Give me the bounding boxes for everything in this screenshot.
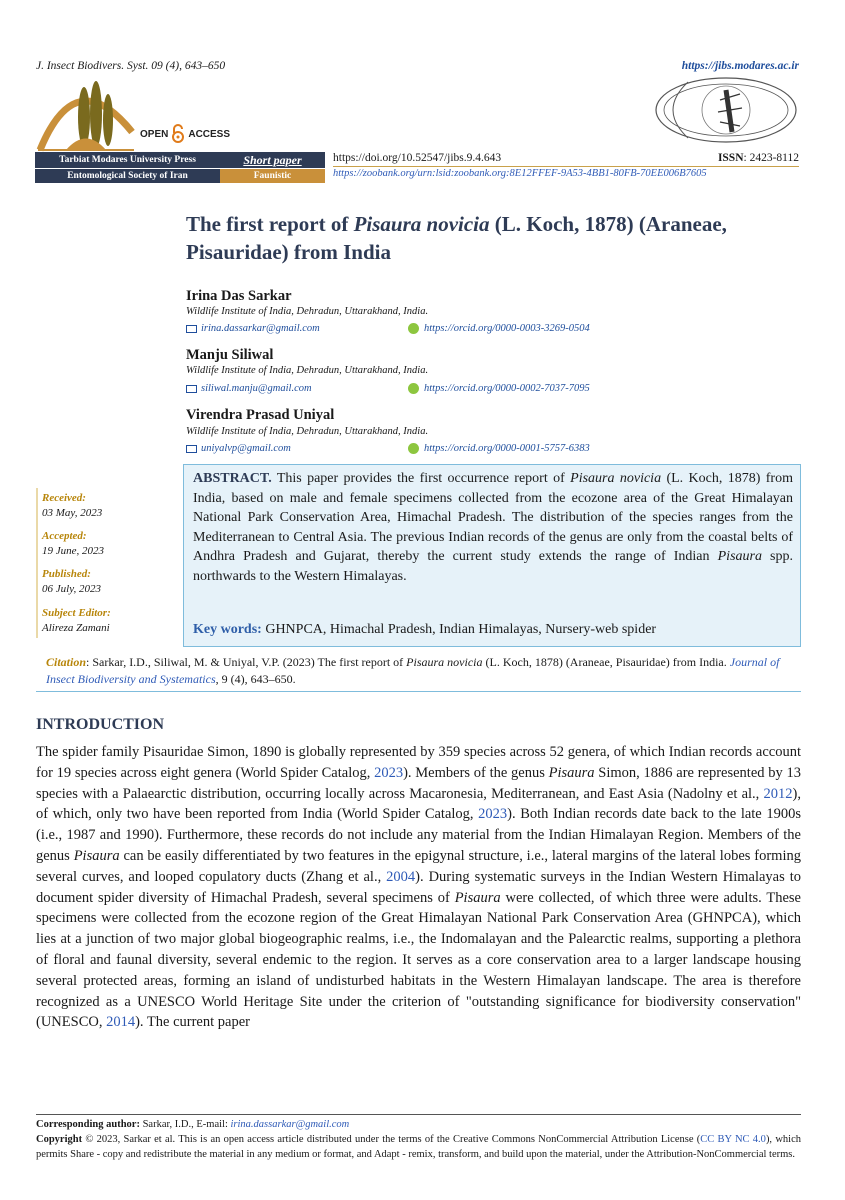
header-divider [333, 166, 799, 167]
open-access-badge: OPEN ACCESS [140, 124, 230, 144]
mail-icon [186, 445, 197, 453]
footnote: Corresponding author: Sarkar, I.D., E-mail: irina.dassarkar@gmail.com Copyright © 2023, Sarkar et al. This is an open access article distributed under the terms of the Creative Commons NonCommercial Attribution License (CC BY NC 4.0), which permits Share - copy and redistribute the material in any medium or format, and Adapt - remix, transform, and build upon the material, under the Attribution-NonCommercial terms. [36, 1119, 801, 1160]
author-name: Irina Das Sarkar [186, 288, 292, 304]
author-orcid[interactable]: https://orcid.org/0000-0003-3269-0504 [408, 323, 590, 334]
citation-link[interactable]: 2004 [386, 868, 416, 885]
author-email[interactable]: uniyalvp@gmail.com [186, 443, 291, 454]
citation-link[interactable]: 2023 [478, 806, 508, 823]
citation: Citation: Sarkar, I.D., Siliwal, M. & Uniyal, V.P. (2023) The first report of Pisaura novicia (L. Koch, 1878) (Araneae, Pisauridae) from India. Journal of Insect Biodiversity and Systematics, 9 (4), 643–650. [46, 655, 780, 686]
accepted-label: Accepted: [42, 530, 87, 542]
author-email[interactable]: irina.dassarkar@gmail.com [186, 323, 320, 334]
published-label: Published: [42, 568, 91, 580]
mail-icon [186, 385, 197, 393]
society-name: Entomological Society of Iran [35, 169, 220, 183]
mail-icon [186, 325, 197, 333]
footnote-divider [36, 1114, 801, 1115]
author-email[interactable]: siliwal.manju@gmail.com [186, 383, 312, 394]
journal-url-link[interactable]: https://jibs.modares.ac.ir [681, 60, 799, 72]
citation-link[interactable]: 2012 [763, 785, 793, 802]
received-date: 03 May, 2023 [42, 507, 103, 519]
author-orcid[interactable]: https://orcid.org/0000-0002-7037-7095 [408, 383, 590, 394]
paper-type-label: Short paper [220, 152, 325, 168]
license-link[interactable]: CC BY NC 4.0 [700, 1134, 766, 1145]
citation-link[interactable]: 2023 [374, 764, 404, 781]
accepted-date: 19 June, 2023 [42, 545, 105, 557]
paper-title: The first report of Pisaura novicia (L. Koch, 1878) (Araneae, Pisauridae) from India [186, 212, 727, 264]
received-label: Received: [42, 492, 86, 504]
author-affiliation: Wildlife Institute of India, Dehradun, Uttarakhand, India. [186, 426, 429, 437]
section-heading-introduction: INTRODUCTION [36, 716, 165, 733]
corresponding-email-link[interactable]: irina.dassarkar@gmail.com [230, 1119, 350, 1130]
orcid-icon [408, 383, 419, 394]
orcid-icon [408, 323, 419, 334]
abstract-text: ABSTRACT. This paper provides the first occurrence report of Pisaura novicia (L. Koch, 1878) from India, based on male and female specimens collected from the ecozone area of the Great Himalayan National Park Conservation Area, Himachal Pradesh. The distribution of the species ranges from the Mediterranean to Central Asia. The previous Indian records of the genus are only from the coastal belts of Andhra Pradesh and Gujarat, thereby the current study extends the range of Indian Pisaura spp. northwards to the Western Himalayas. [193, 471, 794, 584]
journal-eye-logo [648, 72, 798, 148]
issn: ISSN: 2423-8112 [717, 152, 799, 164]
header-bar-top [35, 152, 325, 168]
author-affiliation: Wildlife Institute of India, Dehradun, Uttarakhand, India. [186, 306, 429, 317]
subject-editor-name: Alireza Zamani [42, 622, 110, 634]
press-name: Tarbiat Modares University Press [35, 152, 220, 168]
keywords: Key words: GHNPCA, Himachal Pradesh, Indian Himalayas, Nursery-web spider [193, 622, 657, 637]
introduction-paragraph: The spider family Pisauridae Simon, 1890 is globally represented by 359 species across 52 genera, of which Indian records account for 19 species across eight genera (World Spider Catalog, 2023). Members of the genus Pisaura Simon, 1886 are represented by 13 species with a Palaearctic distribution, occurring locally across Macaronesia, Mediterranean, and East Asia (Nadolny et al., 2012), of which, only two have been reported from India (World Spider Catalog, 2023). Both Indian records date back to the late 1900s (i.e., 1987 and 1990). Furthermore, these records do not include any material from the Indian Himalayan Region. Members of the genus Pisaura can be easily differentiated by two features in the epigynal structure, i.e., lateral margins of the lateral lobes forming several curves, and looped copulatory ducts (Zhang et al., 2004). During systematic surveys in the Indian Western Himalayas to document spider diversity of Himachal Pradesh, several specimens of Pisaura were collected, of which three were adults. These specimens were collected from the ecozone region of the Great Himalayan National Park Conservation Area (GHNPCA), which lies at a junction of two major global biogeographic realms, i.e., the Indomalayan and the Palearctic realms, supporting a plethora of floral and faunal diversity, several endemic to the region. It serves as a core conservation area to a larger landscape housing several protected areas, forming an island of undisturbed habitats in the Western Himalayan landscape. The area is therefore recognized as a UNESCO World Heritage Site under the criterion of "outstanding significance for biodiversity conservation" (UNESCO, 2014). The current paper [36, 744, 801, 1031]
subject-editor-label: Subject Editor: [42, 607, 111, 619]
author-name: Manju Siliwal [186, 347, 274, 363]
zoobank-link[interactable]: https://zoobank.org/urn:lsid:zoobank.org:8E12FFEF-9A53-4BB1-80FB-70EE006B7605 [333, 168, 707, 179]
dates-divider [36, 488, 38, 638]
published-date: 06 July, 2023 [42, 583, 101, 595]
citation-link[interactable]: 2014 [106, 1014, 136, 1031]
author-orcid[interactable]: https://orcid.org/0000-0001-5757-6383 [408, 443, 590, 454]
open-access-lock-icon [171, 124, 185, 144]
category-label: Faunistic [220, 169, 325, 183]
doi-link[interactable]: https://doi.org/10.52547/jibs.9.4.643 [333, 152, 502, 164]
author-affiliation: Wildlife Institute of India, Dehradun, Uttarakhand, India. [186, 365, 429, 376]
orcid-icon [408, 443, 419, 454]
author-name: Virendra Prasad Uniyal [186, 407, 335, 423]
publisher-logo [36, 72, 136, 152]
journal-reference: J. Insect Biodivers. Syst. 09 (4), 643–650 [36, 60, 226, 72]
header-bar-bottom [35, 169, 325, 183]
